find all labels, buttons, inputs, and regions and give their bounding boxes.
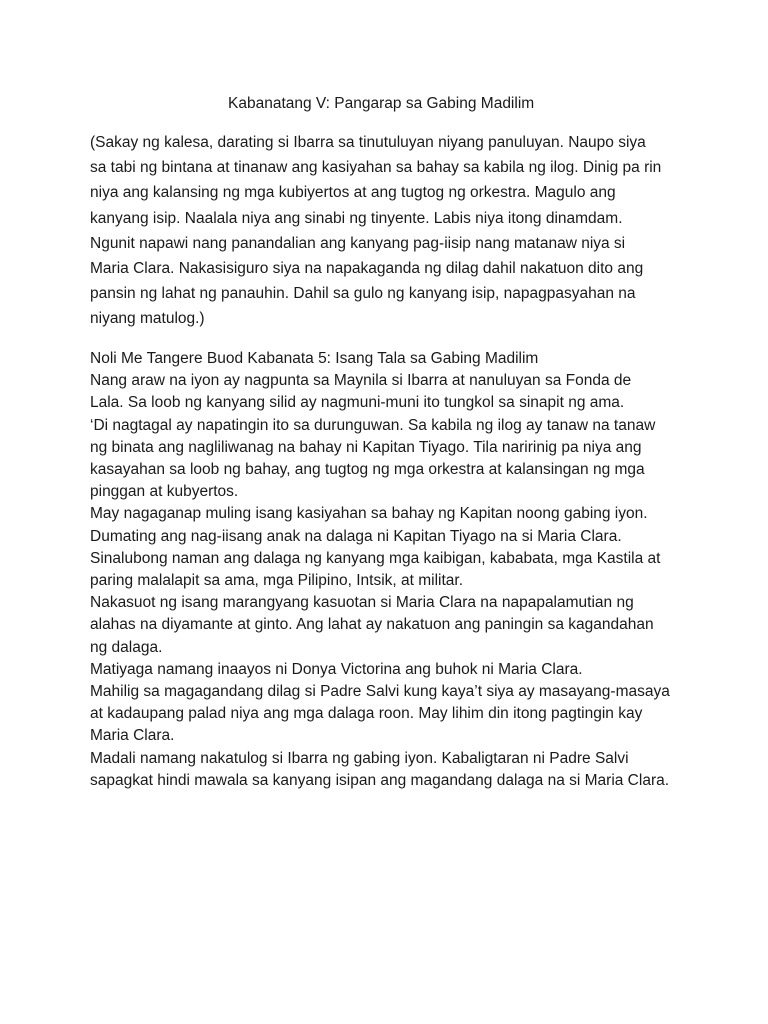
body-line: Madali namang nakatulog si Ibarra ng gabing iyon. Kabaligtaran ni Padre Salvi <box>90 749 629 767</box>
summary-line: niyang matulog.) <box>90 310 205 328</box>
summary-line: (Sakay ng kalesa, darating si Ibarra sa tinutuluyan niyang panuluyan. Naupo siya <box>90 134 646 151</box>
body-line: ng dalaga. <box>90 638 163 656</box>
summary-line: Ngunit napawi nang panandalian ang kanyang pag-iisip nang matanaw niya si <box>90 234 626 252</box>
summary-line: Maria Clara. Nakasisiguro siya na napakaganda ng dilag dahil nakatuon dito ang <box>90 260 644 278</box>
body-line: at kadaupang palad niya ang mga dalaga roon. May lihim din itong pagtingin kay <box>90 705 643 723</box>
chapter-summary-paragraph <box>90 130 690 332</box>
body-line: Lala. Sa loob ng kanyang silid ay nagmuni-muni ito tungkol sa sinapit ng ama. <box>90 394 625 412</box>
body-line: ‘Di nagtagal ay napatingin ito sa durunguwan. Sa kabila ng ilog ay tanaw na tanaw <box>90 416 656 434</box>
body-line: Nang araw na iyon ay nagpunta sa Maynila si Ibarra at nanuluyan sa Fonda de <box>90 372 632 390</box>
page-title: Kabanatang V: Pangarap sa Gabing Madilim <box>228 95 535 112</box>
body-line: alahas na diyamante at ginto. Ang lahat ay nakatuon ang paningin sa kagandahan <box>90 616 654 634</box>
section-heading: Noli Me Tangere Buod Kabanata 5: Isang Tala sa Gabing Madilim <box>90 350 539 367</box>
summary-line: kanyang isip. Naalala niya ang sinabi ng tinyente. Labis niya itong dinamdam. <box>90 209 623 227</box>
body-line: ng binata ang nagliliwanag na bahay ni Kapitan Tiyago. Tila naririnig pa niya ang <box>90 438 642 456</box>
body-line: Nakasuot ng isang marangyang kasuotan si Maria Clara na napapalamutian ng <box>90 594 634 612</box>
summary-line: pansin ng lahat ng panauhin. Dahil sa gulo ng kanyang isip, napagpasyahan na <box>90 285 636 303</box>
body-line: Dumating ang nag-iisang anak na dalaga ni Kapitan Tiyago na si Maria Clara. <box>90 527 622 545</box>
body-line: pinggan at kubyertos. <box>90 483 239 501</box>
body-line: Sinalubong naman ang dalaga ng kanyang mga kaibigan, kababata, mga Kastila at <box>90 549 661 567</box>
body-line: kasayahan sa loob ng bahay, ang tugtog ng mga orkestra at kalansingan ng mga <box>90 461 645 479</box>
body-line: paring malalapit sa ama, mga Pilipino, Intsik, at militar. <box>90 572 464 590</box>
body-line: Mahilig sa magagandang dilag si Padre Salvi kung kaya’t siya ay masayang-masaya <box>90 683 670 701</box>
body-line: Matiyaga namang inaayos ni Donya Victorina ang buhok ni Maria Clara. <box>90 660 583 678</box>
body-line: Maria Clara. <box>90 727 175 745</box>
body-line: May nagaganap muling isang kasiyahan sa bahay ng Kapitan noong gabing iyon. <box>90 505 648 523</box>
chapter-body-text <box>90 348 690 792</box>
summary-line: niya ang kalansing ng mga kubiyertos at ang tugtog ng orkestra. Magulo ang <box>90 184 616 202</box>
summary-line: sa tabi ng bintana at tinanaw ang kasiyahan sa bahay sa kabila ng ilog. Dinig pa rin <box>90 159 662 177</box>
body-line: sapagkat hindi mawala sa kanyang isipan ang magandang dalaga na si Maria Clara. <box>90 771 670 789</box>
